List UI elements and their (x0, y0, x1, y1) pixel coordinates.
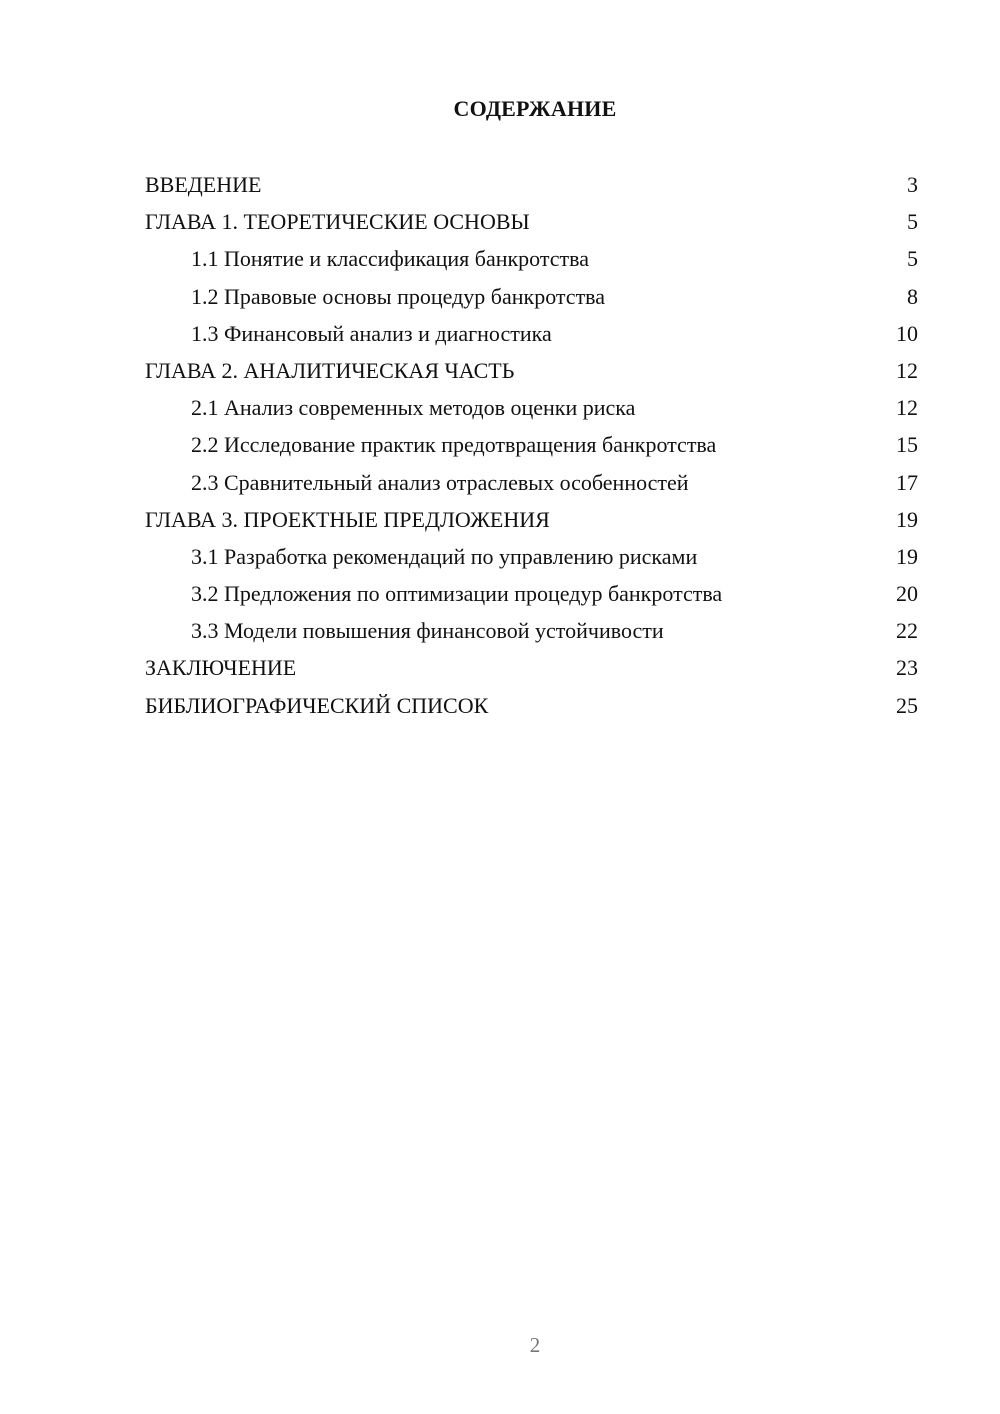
toc-chapter-entry (145, 501, 918, 538)
toc-section-entry (145, 240, 918, 277)
toc-entry-page: 15 (896, 432, 918, 458)
toc-entry-page: 10 (896, 320, 918, 346)
toc-entry-label: ГЛАВА 1. ТЕОРЕТИЧЕСКИЕ ОСНОВЫ (145, 209, 530, 235)
toc-section-entry (145, 315, 918, 352)
toc-section-entry (145, 278, 918, 315)
toc-entry-page: 19 (896, 543, 918, 569)
toc-entry-page: 25 (896, 692, 918, 718)
toc-entry-page: 8 (907, 283, 918, 309)
toc-entry-label: 2.3 Сравнительный анализ отраслевых особенностей (191, 469, 689, 495)
toc-section-entry (145, 538, 918, 575)
toc-chapter-entry (145, 203, 918, 240)
toc-entry-label: ГЛАВА 2. АНАЛИТИЧЕСКАЯ ЧАСТЬ (145, 357, 515, 383)
toc-entry-label: 3.1 Разработка рекомендаций по управлению рисками (191, 543, 698, 569)
toc-entry-label: 3.3 Модели повышения финансовой устойчивости (191, 618, 664, 644)
toc-entry-label: 1.3 Финансовый анализ и диагностика (191, 320, 552, 346)
toc-section-entry (145, 389, 918, 426)
toc-entry-label: ГЛАВА 3. ПРОЕКТНЫЕ ПРЕДЛОЖЕНИЯ (145, 506, 550, 532)
toc-entry-label: 1.2 Правовые основы процедур банкротства (191, 283, 606, 309)
toc-entry-label: 2.1 Анализ современных методов оценки риска (191, 395, 636, 421)
toc-entry-page: 23 (896, 655, 918, 681)
toc-entry-page: 20 (896, 581, 918, 607)
toc-section-entry (145, 426, 918, 463)
toc-entry-page: 12 (896, 395, 918, 421)
toc-entry-page: 12 (896, 357, 918, 383)
toc-section-entry (145, 575, 918, 612)
table-of-contents (145, 166, 918, 724)
toc-entry-page: 5 (907, 246, 918, 272)
page-number: 2 (529, 1333, 541, 1357)
toc-chapter-entry (145, 687, 918, 724)
toc-entry-page: 3 (907, 172, 918, 197)
toc-section-entry (145, 612, 918, 649)
toc-entry-label: ВВЕДЕНИЕ (145, 172, 262, 197)
toc-entry-label: 2.2 Исследование практик предотвращения банкротства (191, 432, 717, 458)
toc-entry-page: 22 (896, 618, 918, 644)
toc-chapter-entry (145, 649, 918, 686)
toc-chapter-entry (145, 352, 918, 389)
toc-entry-page: 17 (896, 469, 918, 495)
toc-chapter-entry (145, 166, 918, 203)
toc-entry-label: 1.1 Понятие и классификация банкротства (191, 246, 590, 272)
toc-entry-label: ЗАКЛЮЧЕНИЕ (145, 655, 297, 681)
toc-entry-page: 19 (896, 506, 918, 532)
toc-entry-page: 5 (907, 209, 918, 235)
toc-section-entry (145, 464, 918, 501)
page-title: СОДЕРЖАНИЕ (453, 96, 617, 121)
toc-entry-label: 3.2 Предложения по оптимизации процедур банкротства (191, 581, 723, 607)
toc-entry-label: БИБЛИОГРАФИЧЕСКИЙ СПИСОК (145, 692, 489, 718)
